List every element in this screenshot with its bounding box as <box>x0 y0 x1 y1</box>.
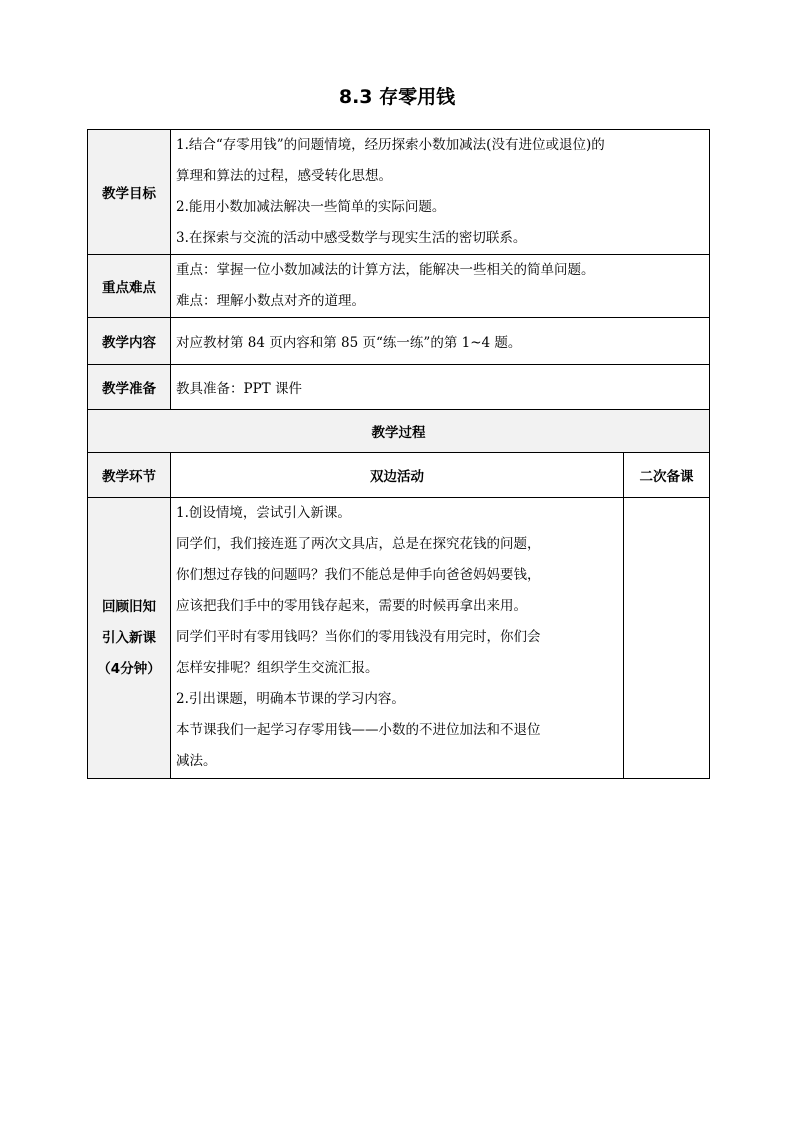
activity-line: 本节课我们一起学习存零用钱——小数的不进位加法和不退位 <box>176 722 541 738</box>
lesson-plan-table <box>87 129 710 779</box>
content-row <box>88 318 710 365</box>
stage-activity <box>171 498 624 779</box>
preparation-row <box>88 365 710 410</box>
objectives-label: 教学目标 <box>88 130 171 255</box>
activity-line: 怎样安排呢？组织学生交流汇报。 <box>176 660 379 676</box>
key-point-line: 重点：掌握一位小数加减法的计算方法，能解决一些相关的简单问题。 <box>176 262 595 278</box>
activity-line: 同学们平时有零用钱吗？当你们的零用钱没有用完时，你们会 <box>176 629 541 645</box>
objectives-line: 3.在探索与交流的活动中感受数学与现实生活的密切联系。 <box>176 230 527 246</box>
key-points-row <box>88 255 710 318</box>
objectives-line: 算理和算法的过程，感受转化思想。 <box>176 168 392 184</box>
objectives-line: 1.结合“存零用钱”的问题情境，经历探索小数加减法(没有进位或退位)的 <box>176 137 605 153</box>
column-activity-header: 双边活动 <box>171 453 624 498</box>
stage-name-line: 引入新课 <box>102 629 156 646</box>
process-columns-row <box>88 453 710 498</box>
objectives-row <box>88 130 710 255</box>
key-points-content <box>171 255 710 318</box>
document-title: 8.3 存零用钱 <box>338 86 456 108</box>
key-points-label: 重点难点 <box>88 255 171 318</box>
objectives-content <box>171 130 710 255</box>
content-text: 对应教材第 84 页内容和第 85 页“练一练”的第 1~4 题。 <box>171 318 710 365</box>
preparation-label: 教学准备 <box>88 365 171 410</box>
stage-name-line: 回顾旧知 <box>102 598 156 615</box>
activity-line: 应该把我们手中的零用钱存起来，需要的时候再拿出来用。 <box>176 598 527 614</box>
objectives-line: 2.能用小数加减法解决一些简单的实际问题。 <box>176 199 446 215</box>
activity-line: 同学们，我们接连逛了两次文具店，总是在探究花钱的问题， <box>176 536 541 552</box>
stage-row <box>88 498 710 779</box>
difficulty-line: 难点：理解小数点对齐的道理。 <box>176 293 365 309</box>
stage-notes[interactable] <box>624 498 710 779</box>
column-notes-header: 二次备课 <box>624 453 710 498</box>
stage-duration: （4分钟） <box>97 660 161 677</box>
process-heading-row <box>88 410 710 453</box>
activity-line: 你们想过存钱的问题吗？我们不能总是伸手向爸爸妈妈要钱， <box>176 567 541 583</box>
activity-line: 2.引出课题，明确本节课的学习内容。 <box>176 691 405 707</box>
stage-name <box>88 498 171 779</box>
content-label: 教学内容 <box>88 318 171 365</box>
preparation-text: 教具准备：PPT 课件 <box>171 365 710 410</box>
column-stage-header: 教学环节 <box>88 453 171 498</box>
activity-line: 1.创设情境，尝试引入新课。 <box>176 505 351 521</box>
process-heading: 教学过程 <box>88 410 710 453</box>
activity-line: 减法。 <box>176 753 217 769</box>
